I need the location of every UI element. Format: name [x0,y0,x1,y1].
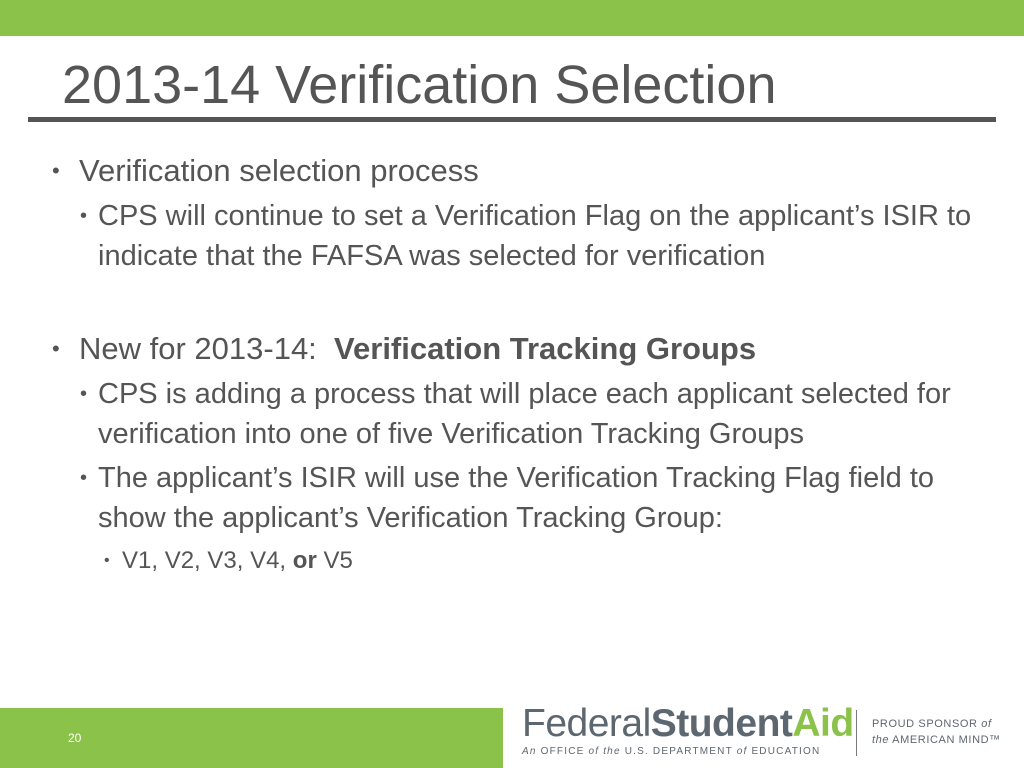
logo-federal: Federal [522,702,651,745]
bullet-text-prefix: New for 2013-14: [79,331,317,366]
top-accent-bar [0,0,1024,36]
spacer [52,276,992,328]
bullet-level1 [52,328,992,370]
bullet-level2 [52,374,992,454]
title-underline [28,117,996,122]
bullet-text: CPS will continue to set a Verification Flag on the applicant’s ISIR to indicate that the FAFSA was selected for verification [98,200,972,272]
bullet-dot: • [104,552,110,569]
logo-aid: Aid [792,702,854,745]
bullet-text-emphasis: Verification Tracking Groups [334,331,757,366]
bullet-level2 [52,458,992,538]
bullet-dot: • [80,205,88,227]
logo-divider [856,710,857,756]
logo-student: Student [650,702,793,745]
bullet-dot: • [80,467,88,489]
logo-wordmark [522,702,854,746]
bullet-level1 [52,150,992,192]
bullet-dot: • [80,383,88,405]
logo-sub-office: OFFICE [540,746,585,757]
proud-sponsor-tagline [872,716,1001,748]
slide-body [52,150,992,578]
sponsor-the: the [872,734,890,746]
bullet-text-prefix: V1, V2, V3, V4, [122,547,287,574]
bullet-text-emphasis: or [292,547,317,574]
logo-sub-education: EDUCATION [751,746,821,757]
sponsor-american-mind: AMERICAN MIND™ [892,734,1001,746]
slide-title: 2013-14 Verification Selection [62,55,777,115]
bullet-text: Verification selection process [79,153,479,188]
sponsor-line-1 [872,716,1001,732]
logo-sub-of-the: of the [588,746,621,757]
bullet-text-suffix: V5 [323,547,353,574]
bullet-dot: • [52,158,60,183]
sponsor-proud: PROUD SPONSOR [872,718,978,730]
logo-sub-an: An [522,746,537,757]
sponsor-line-2 [872,732,1001,748]
logo-sub-department: U.S. DEPARTMENT [624,746,733,757]
federal-student-aid-logo [522,702,854,762]
bullet-level3 [52,544,992,578]
bullet-level2 [52,196,992,276]
page-number: 20 [68,731,82,745]
bullet-text: The applicant’s ISIR will use the Verification Tracking Flag field to show the applicant’s Verification Tracking Group: [98,462,935,534]
logo-subtitle [522,746,842,757]
bullet-dot: • [52,336,60,361]
sponsor-of: of [981,718,992,730]
bullet-text: CPS is adding a process that will place each applicant selected for verification into one of five Verification Tracking Groups [98,378,951,450]
logo-sub-of: of [736,746,748,757]
